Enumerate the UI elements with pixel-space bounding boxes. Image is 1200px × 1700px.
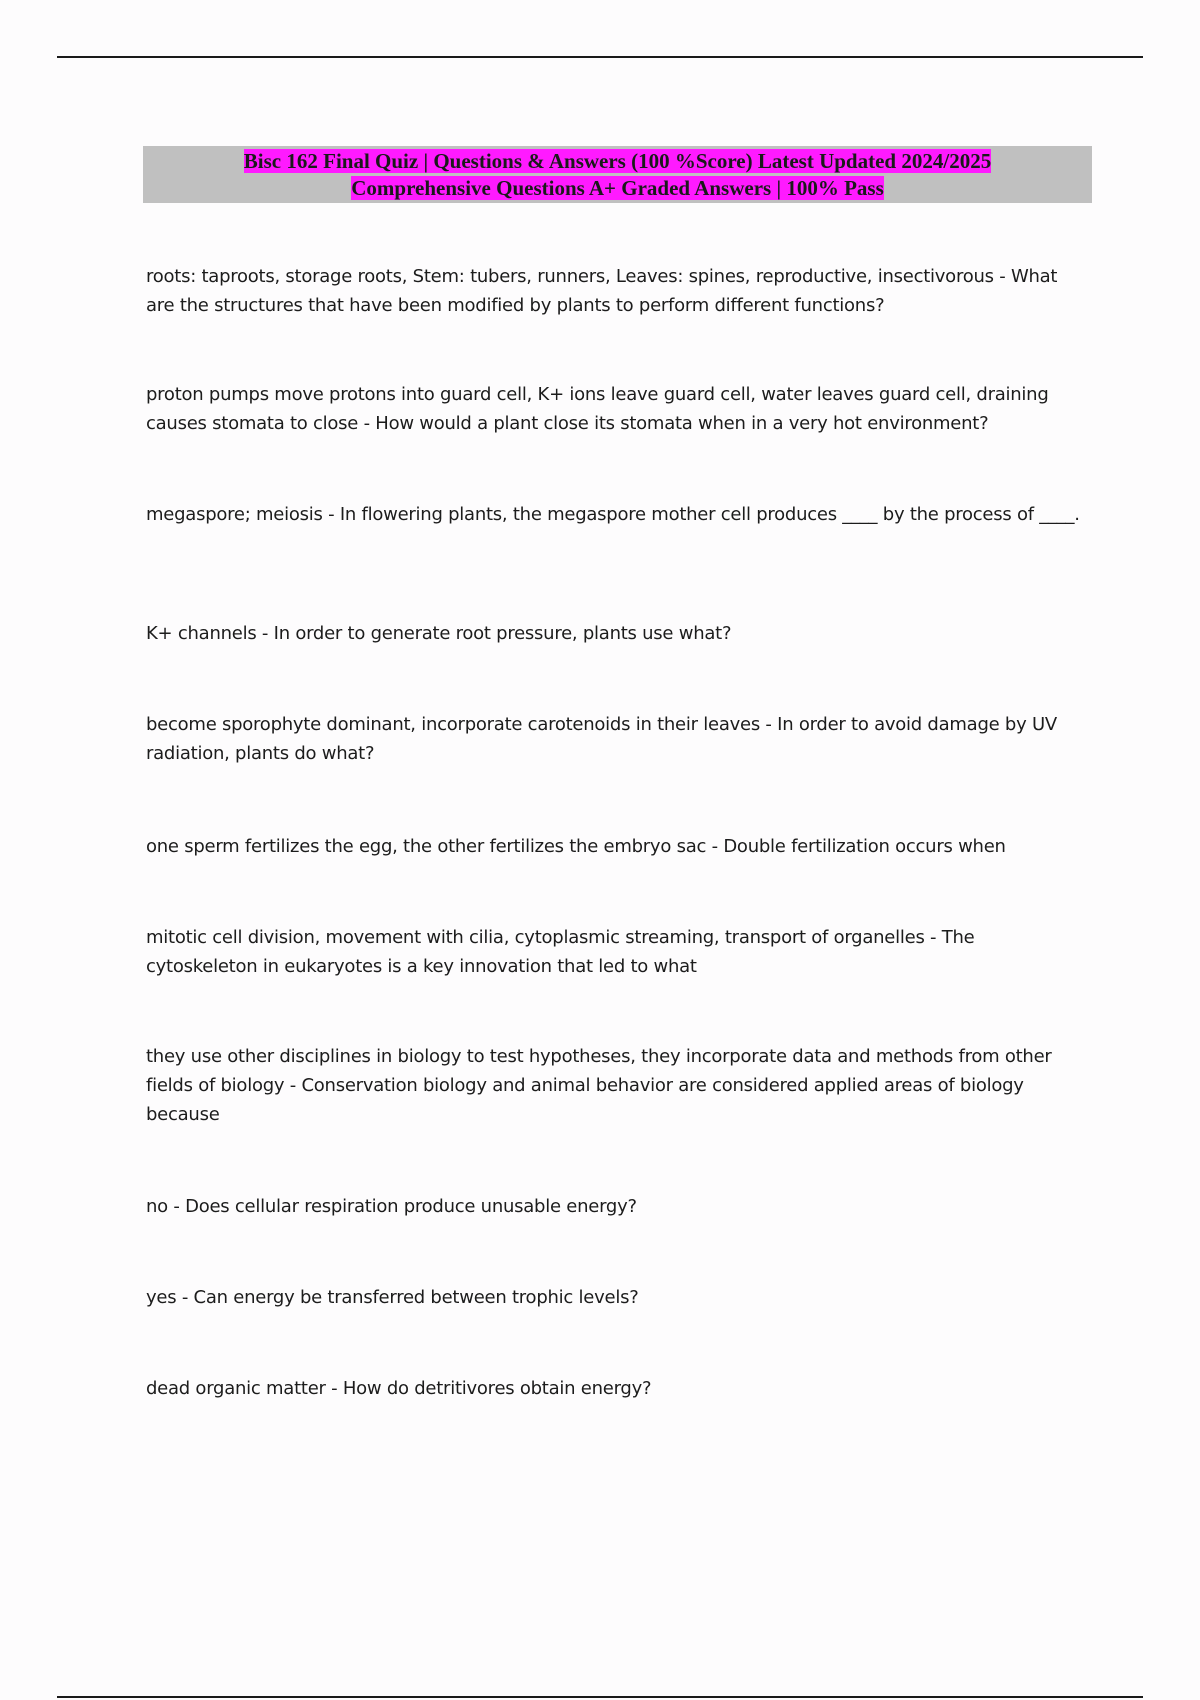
top-rule [57,56,1143,58]
bottom-rule [57,1696,1143,1698]
title-line-2: Comprehensive Questions A+ Graded Answers | 100% Pass [351,176,884,200]
qa-item: no - Does cellular respiration produce unusable energy? [146,1196,637,1217]
qa-item: proton pumps move protons into guard cell, K+ ions leave guard cell, water leaves guard cell, draining causes stomata to close - How would a plant close its stomata when in a very hot environment? [146,384,1049,434]
qa-item: mitotic cell division, movement with cilia, cytoplasmic streaming, transport of organelles - The cytoskeleton in eukaryotes is a key innovation that led to what [146,927,975,977]
qa-item: megaspore; meiosis - In flowering plants, the megaspore mother cell produces ____ by the process of ____. [146,504,1080,525]
qa-item: roots: taproots, storage roots, Stem: tubers, runners, Leaves: spines, reproductive, insectivorous - What are the structures that have been modified by plants to perform different functions? [146,266,1058,316]
qa-item: one sperm fertilizes the egg, the other fertilizes the embryo sac - Double fertilization occurs when [146,836,1006,857]
qa-item: K+ channels - In order to generate root pressure, plants use what? [146,623,732,644]
qa-item: yes - Can energy be transferred between trophic levels? [146,1287,639,1308]
qa-item: they use other disciplines in biology to test hypotheses, they incorporate data and methods from other fields of biology - Conservation biology and animal behavior are considered applied areas of biology because [146,1046,1052,1125]
document-title [143,146,1092,203]
qa-item: dead organic matter - How do detritivores obtain energy? [146,1378,652,1399]
title-line-1: Bisc 162 Final Quiz | Questions & Answers (100 %Score) Latest Updated 2024/2025 [243,149,992,173]
qa-item: become sporophyte dominant, incorporate carotenoids in their leaves - In order to avoid damage by UV radiation, plants do what? [146,714,1057,764]
